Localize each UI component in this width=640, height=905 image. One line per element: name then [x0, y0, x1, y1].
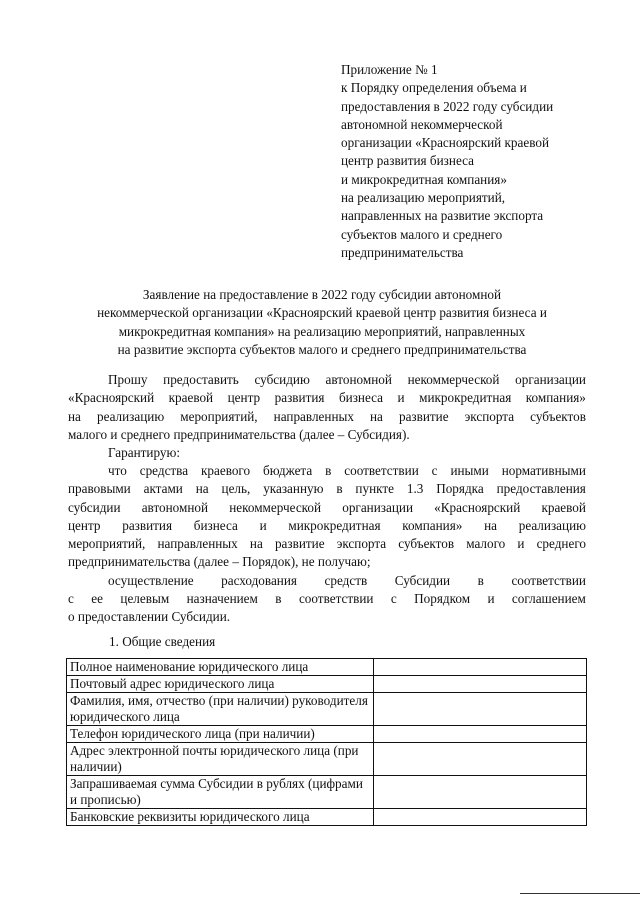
paragraph-word: развитие: [398, 408, 449, 424]
paragraph-word: экспорта: [464, 408, 515, 424]
paragraph-word: организации: [515, 372, 586, 387]
paragraph-word: бизнеса: [338, 390, 384, 406]
paragraph-word: среднего: [536, 536, 586, 552]
paragraph-word: на: [249, 536, 263, 552]
paragraph-word: средств: [324, 572, 368, 588]
paragraph-word: соответствии: [344, 463, 419, 478]
appendix-line: автономной некоммерческой: [341, 116, 503, 132]
field-label: Фамилия, имя, отчество (при наличии) руководителя юридического лица: [67, 693, 374, 726]
paragraph-word: мероприятий,: [180, 408, 258, 424]
paragraph-word: центр: [68, 517, 101, 533]
paragraph-word: назначением: [186, 591, 258, 607]
paragraph-word: развитие: [274, 536, 325, 552]
table-row: [67, 726, 587, 743]
paragraph: [68, 371, 586, 462]
paragraph-line: [68, 480, 586, 498]
field-label: Запрашиваемая сумма Субсидии в рублях (цифрами и прописью): [67, 776, 374, 809]
paragraph-word: некоммерческой: [407, 372, 500, 387]
field-value-cell[interactable]: [374, 726, 587, 743]
appendix-line: субъектов малого и среднего: [341, 226, 503, 242]
paragraph-word: автономной: [141, 499, 209, 515]
paragraph-word: целевым: [120, 591, 170, 607]
paragraph-word: что: [108, 463, 127, 478]
appendix-line: на реализацию мероприятий,: [341, 190, 506, 206]
paragraph-word: организации: [342, 499, 414, 515]
paragraph-word: в: [325, 463, 332, 478]
paragraph-word: Порядком: [414, 591, 471, 607]
paragraph-word: 1.3: [406, 481, 424, 497]
paragraph-word: краевой: [168, 390, 214, 406]
paragraph-line: [68, 572, 586, 590]
paragraph-word: правовыми: [68, 481, 131, 497]
general-info-table: [66, 658, 587, 826]
appendix-line: направленных на развитие экспорта: [341, 208, 544, 224]
paragraph-line: [68, 426, 586, 444]
paragraph-word: «Красноярский: [68, 390, 155, 406]
paragraph-word: на: [195, 481, 209, 497]
paragraph-word: и: [517, 536, 525, 552]
paragraph-line: [68, 389, 586, 407]
paragraph-word: нормативными: [501, 463, 586, 478]
paragraph-word: соответствии: [298, 591, 374, 607]
paragraph-line: [68, 535, 586, 553]
paragraph-word: экспорта: [336, 536, 387, 552]
paragraph-word: с: [390, 591, 397, 607]
paragraph-word: микрокредитная: [288, 517, 381, 533]
title-line: некоммерческой организации «Красноярский краевой центр развития бизнеса и: [97, 305, 547, 321]
paragraph-line: [68, 408, 586, 426]
paragraph-word: мероприятий,: [68, 536, 146, 552]
paragraph-word: соглашением: [511, 591, 586, 607]
paragraph-word: развития: [274, 390, 325, 406]
paragraph-line: [68, 608, 586, 626]
paragraph-line: [68, 462, 586, 480]
paragraph-word: иными: [450, 463, 489, 478]
paragraph-word: Порядка: [436, 481, 484, 497]
paragraph-word: автономной: [325, 372, 392, 387]
title-line: Заявление на предоставление в 2022 году субсидии автономной: [142, 287, 502, 302]
paragraph-word: микрокредитная: [419, 390, 512, 406]
paragraph-line: [68, 590, 586, 608]
paragraph-word: актами: [143, 481, 183, 497]
title-line: на развитие экспорта субъектов малого и среднего предпринимательства: [117, 342, 527, 358]
field-value-cell[interactable]: [374, 809, 587, 826]
appendix-line: и микрокредитная компания»: [341, 171, 507, 187]
document-title: [60, 286, 584, 360]
appendix-header: [341, 61, 601, 262]
paragraph-word: компания»: [402, 517, 463, 533]
table-row: [67, 693, 587, 726]
paragraph-line: [68, 517, 586, 535]
paragraph-line: [68, 499, 586, 517]
paragraph-word: на: [68, 408, 81, 424]
paragraph-word: субъектов: [530, 408, 586, 424]
paragraph-word: краевого: [201, 463, 251, 478]
paragraph-word: указанную: [263, 481, 324, 497]
paragraph-word: о предоставлении Субсидии.: [68, 609, 231, 625]
paragraph-word: направленных: [273, 408, 354, 424]
field-label: Почтовый адрес юридического лица: [67, 676, 374, 693]
table-row: [67, 809, 587, 826]
paragraph-word: с: [68, 591, 74, 607]
field-value-cell[interactable]: [374, 776, 587, 809]
paragraph-word: в: [275, 591, 282, 607]
paragraph-word: краевой: [541, 499, 586, 515]
paragraph-word: компания»: [525, 390, 586, 406]
paragraph-word: соответствии: [511, 572, 586, 588]
table-row: [67, 743, 587, 776]
appendix-line: организации «Красноярский краевой: [341, 135, 550, 151]
paragraph-line: [68, 371, 586, 389]
paragraph-line: [68, 444, 586, 462]
paragraph-word: ее: [91, 591, 103, 607]
paragraph-word: цель,: [221, 481, 251, 497]
field-label: Полное наименование юридического лица: [67, 659, 374, 676]
paragraph-word: малого: [466, 536, 506, 552]
table-row: [67, 676, 587, 693]
paragraph-word: субсидию: [254, 372, 310, 387]
paragraph-word: центр: [227, 390, 261, 406]
appendix-line: Приложение № 1: [341, 62, 438, 77]
paragraph-word: малого и среднего предпринимательства (далее – Субсидия).: [68, 426, 410, 442]
paragraph-word: с: [431, 463, 438, 478]
table-row: [67, 776, 587, 809]
paragraph-word: субсидии: [68, 499, 121, 515]
paragraph-word: в: [336, 481, 343, 497]
paragraph-word: на: [370, 408, 383, 424]
paragraph-word: предоставления: [496, 481, 586, 497]
paragraph-word: расходования: [221, 572, 297, 588]
paragraph-word: направленных: [157, 536, 238, 552]
paragraph-word: на: [484, 517, 498, 533]
paragraph-word: бюджета: [263, 463, 313, 478]
paragraph-word: пункте: [355, 481, 394, 497]
section-title: 1. Общие сведения: [109, 634, 216, 649]
paragraph-word: средства: [139, 463, 189, 478]
field-label: Банковские реквизиты юридического лица: [67, 809, 374, 826]
appendix-line: предпринимательства: [341, 244, 464, 260]
paragraph-line: [68, 553, 586, 571]
paragraph-word: некоммерческой: [229, 499, 322, 515]
paragraph-word: Гарантирую:: [108, 445, 181, 461]
field-value-cell[interactable]: [374, 743, 587, 776]
paragraph-word: развития: [122, 517, 173, 533]
paragraph-word: осуществление: [108, 572, 194, 588]
appendix-line: к Порядку определения объема и: [341, 80, 527, 96]
paragraph-word: и: [259, 517, 267, 533]
field-value-cell[interactable]: [374, 693, 587, 726]
paragraph-word: Прошу: [108, 372, 148, 387]
paragraph-word: реализацию: [96, 408, 165, 424]
paragraph-word: в: [477, 572, 484, 588]
title-line: микрокредитная компания» на реализацию мероприятий, направленных: [118, 323, 526, 339]
scan-edge-line: [520, 893, 640, 894]
appendix-line: предоставления в 2022 году субсидии: [341, 98, 554, 114]
field-label: Адрес электронной почты юридического лица (при наличии): [67, 743, 374, 776]
field-label: Телефон юридического лица (при наличии): [67, 726, 374, 743]
paragraph: [68, 462, 586, 627]
paragraph-word: «Красноярский: [434, 499, 521, 515]
paragraph-word: Субсидии: [394, 572, 451, 588]
paragraph-word: предпринимательства (далее – Порядок), не получаю;: [68, 554, 371, 570]
paragraph-word: и: [397, 390, 405, 406]
field-value-cell[interactable]: [374, 659, 587, 676]
paragraph-word: бизнеса: [193, 517, 238, 533]
paragraph-word: предоставить: [163, 372, 239, 387]
paragraph-word: субъектов: [398, 536, 455, 552]
paragraph-word: и: [487, 591, 495, 607]
table-row: [67, 659, 587, 676]
paragraph-word: реализацию: [518, 517, 586, 533]
appendix-line: центр развития бизнеса: [341, 153, 474, 169]
field-value-cell[interactable]: [374, 676, 587, 693]
